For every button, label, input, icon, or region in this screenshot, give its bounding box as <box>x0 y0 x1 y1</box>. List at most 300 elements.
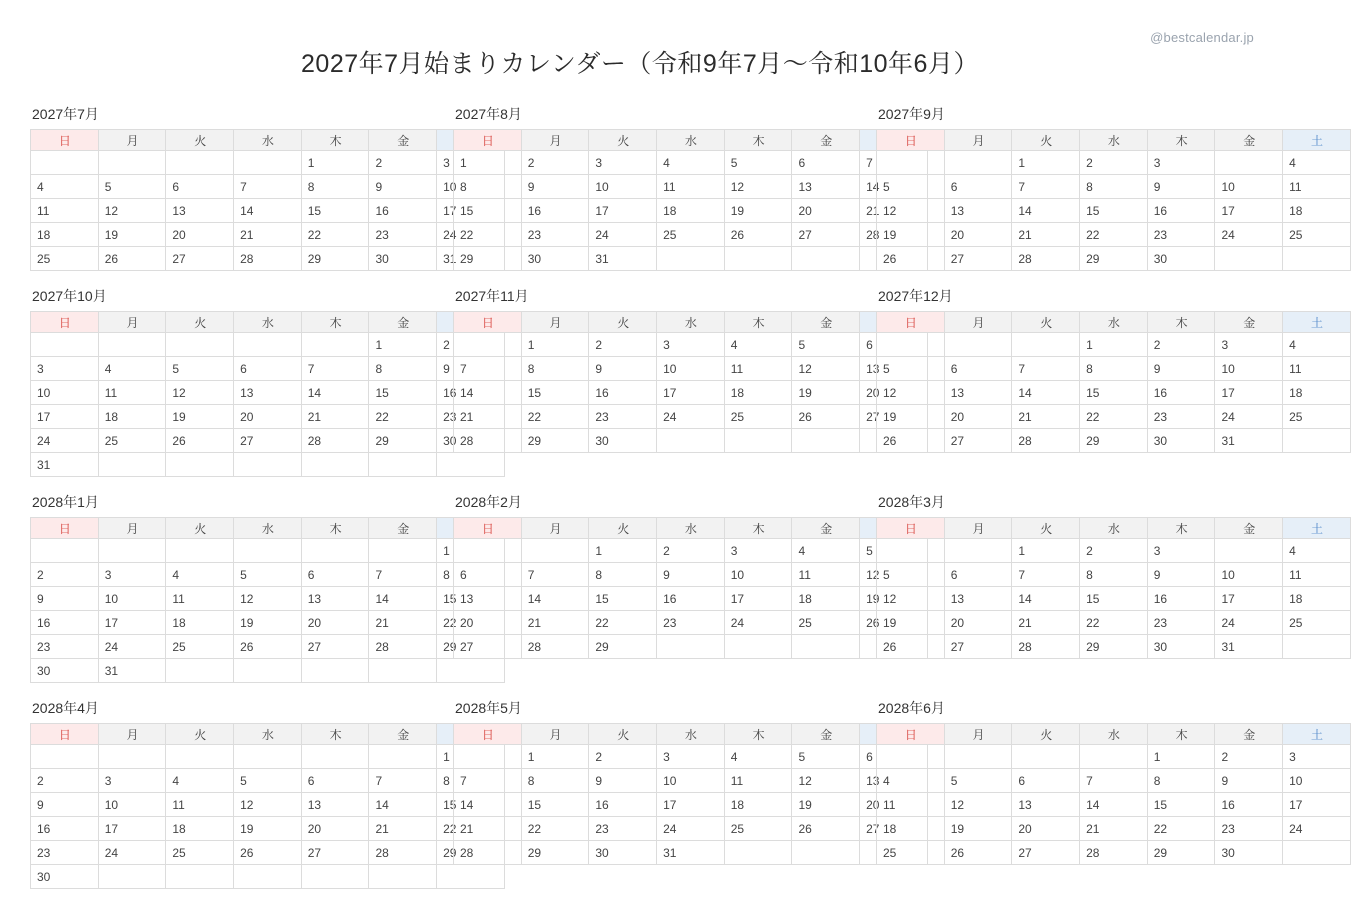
day-cell[interactable]: 9 <box>437 357 505 381</box>
day-cell[interactable]: 4 <box>724 333 792 357</box>
day-cell[interactable]: 18 <box>1283 381 1351 405</box>
day-cell[interactable]: 23 <box>589 817 657 841</box>
day-cell[interactable]: 18 <box>1283 587 1351 611</box>
day-cell[interactable]: 30 <box>31 865 99 889</box>
day-cell[interactable]: 17 <box>589 199 657 223</box>
day-cell[interactable]: 16 <box>657 587 725 611</box>
day-cell[interactable]: 14 <box>301 381 369 405</box>
day-cell[interactable]: 6 <box>792 151 860 175</box>
day-cell[interactable]: 20 <box>944 611 1012 635</box>
day-cell[interactable]: 25 <box>31 247 99 271</box>
day-cell[interactable]: 21 <box>454 817 522 841</box>
day-cell[interactable]: 9 <box>1147 175 1215 199</box>
day-cell[interactable]: 10 <box>437 175 505 199</box>
day-cell[interactable]: 3 <box>589 151 657 175</box>
day-cell[interactable]: 29 <box>437 841 505 865</box>
day-cell[interactable]: 20 <box>944 223 1012 247</box>
day-cell[interactable]: 14 <box>1012 199 1080 223</box>
day-cell[interactable]: 19 <box>234 817 302 841</box>
day-cell[interactable]: 17 <box>1215 199 1283 223</box>
day-cell[interactable]: 11 <box>877 793 945 817</box>
day-cell[interactable]: 21 <box>521 611 589 635</box>
day-cell[interactable]: 13 <box>234 381 302 405</box>
day-cell[interactable]: 12 <box>792 769 860 793</box>
day-cell[interactable]: 28 <box>301 429 369 453</box>
day-cell[interactable]: 15 <box>369 381 437 405</box>
day-cell[interactable]: 19 <box>877 223 945 247</box>
day-cell[interactable]: 1 <box>1012 539 1080 563</box>
day-cell[interactable]: 4 <box>1283 151 1351 175</box>
day-cell[interactable]: 31 <box>1215 429 1283 453</box>
day-cell[interactable]: 19 <box>877 611 945 635</box>
day-cell[interactable]: 28 <box>234 247 302 271</box>
day-cell[interactable]: 24 <box>1283 817 1351 841</box>
day-cell[interactable]: 31 <box>437 247 505 271</box>
day-cell[interactable]: 16 <box>31 611 99 635</box>
day-cell[interactable]: 16 <box>521 199 589 223</box>
day-cell[interactable]: 1 <box>521 333 589 357</box>
day-cell[interactable]: 13 <box>944 381 1012 405</box>
day-cell[interactable]: 30 <box>1215 841 1283 865</box>
day-cell[interactable]: 14 <box>369 587 437 611</box>
day-cell[interactable]: 2 <box>589 745 657 769</box>
day-cell[interactable]: 2 <box>1147 333 1215 357</box>
day-cell[interactable]: 29 <box>589 635 657 659</box>
day-cell[interactable]: 25 <box>166 635 234 659</box>
day-cell[interactable]: 26 <box>234 635 302 659</box>
day-cell[interactable]: 31 <box>1215 635 1283 659</box>
day-cell[interactable]: 25 <box>724 405 792 429</box>
day-cell[interactable]: 23 <box>657 611 725 635</box>
day-cell[interactable]: 27 <box>301 635 369 659</box>
day-cell[interactable]: 24 <box>98 841 166 865</box>
day-cell[interactable]: 4 <box>724 745 792 769</box>
day-cell[interactable]: 13 <box>301 793 369 817</box>
day-cell[interactable]: 13 <box>792 175 860 199</box>
day-cell[interactable]: 16 <box>369 199 437 223</box>
day-cell[interactable]: 31 <box>31 453 99 477</box>
day-cell[interactable]: 20 <box>454 611 522 635</box>
day-cell[interactable]: 18 <box>1283 199 1351 223</box>
day-cell[interactable]: 31 <box>657 841 725 865</box>
day-cell[interactable]: 8 <box>301 175 369 199</box>
day-cell[interactable]: 24 <box>1215 223 1283 247</box>
day-cell[interactable]: 9 <box>31 587 99 611</box>
day-cell[interactable]: 1 <box>437 745 505 769</box>
day-cell[interactable]: 26 <box>166 429 234 453</box>
day-cell[interactable]: 20 <box>234 405 302 429</box>
day-cell[interactable]: 5 <box>877 357 945 381</box>
day-cell[interactable]: 6 <box>454 563 522 587</box>
day-cell[interactable]: 18 <box>877 817 945 841</box>
day-cell[interactable]: 20 <box>1012 817 1080 841</box>
day-cell[interactable]: 19 <box>98 223 166 247</box>
day-cell[interactable]: 7 <box>1012 357 1080 381</box>
day-cell[interactable]: 16 <box>1147 381 1215 405</box>
day-cell[interactable]: 15 <box>589 587 657 611</box>
day-cell[interactable]: 13 <box>1012 793 1080 817</box>
day-cell[interactable]: 29 <box>301 247 369 271</box>
day-cell[interactable]: 29 <box>521 429 589 453</box>
day-cell[interactable]: 17 <box>1283 793 1351 817</box>
day-cell[interactable]: 21 <box>369 611 437 635</box>
day-cell[interactable]: 22 <box>369 405 437 429</box>
day-cell[interactable]: 8 <box>521 769 589 793</box>
day-cell[interactable]: 13 <box>301 587 369 611</box>
day-cell[interactable]: 11 <box>1283 357 1351 381</box>
day-cell[interactable]: 17 <box>1215 381 1283 405</box>
day-cell[interactable]: 20 <box>860 793 928 817</box>
day-cell[interactable]: 12 <box>877 381 945 405</box>
day-cell[interactable]: 29 <box>369 429 437 453</box>
day-cell[interactable]: 16 <box>437 381 505 405</box>
day-cell[interactable]: 29 <box>521 841 589 865</box>
day-cell[interactable]: 22 <box>301 223 369 247</box>
day-cell[interactable]: 12 <box>877 587 945 611</box>
day-cell[interactable]: 5 <box>944 769 1012 793</box>
day-cell[interactable]: 24 <box>589 223 657 247</box>
day-cell[interactable]: 6 <box>944 175 1012 199</box>
day-cell[interactable]: 1 <box>454 151 522 175</box>
day-cell[interactable]: 19 <box>877 405 945 429</box>
day-cell[interactable]: 12 <box>724 175 792 199</box>
day-cell[interactable]: 30 <box>31 659 99 683</box>
day-cell[interactable]: 28 <box>1012 429 1080 453</box>
day-cell[interactable]: 17 <box>31 405 99 429</box>
day-cell[interactable]: 4 <box>792 539 860 563</box>
day-cell[interactable]: 28 <box>1012 635 1080 659</box>
day-cell[interactable]: 1 <box>589 539 657 563</box>
day-cell[interactable]: 27 <box>301 841 369 865</box>
day-cell[interactable]: 8 <box>437 769 505 793</box>
day-cell[interactable]: 2 <box>1080 539 1148 563</box>
day-cell[interactable]: 20 <box>944 405 1012 429</box>
day-cell[interactable]: 10 <box>98 793 166 817</box>
day-cell[interactable]: 13 <box>860 769 928 793</box>
day-cell[interactable]: 24 <box>657 405 725 429</box>
day-cell[interactable]: 28 <box>521 635 589 659</box>
day-cell[interactable]: 10 <box>1215 175 1283 199</box>
day-cell[interactable]: 7 <box>860 151 928 175</box>
day-cell[interactable]: 7 <box>301 357 369 381</box>
day-cell[interactable]: 19 <box>792 793 860 817</box>
day-cell[interactable]: 8 <box>1080 357 1148 381</box>
day-cell[interactable]: 6 <box>860 333 928 357</box>
day-cell[interactable]: 21 <box>1012 405 1080 429</box>
day-cell[interactable]: 25 <box>1283 223 1351 247</box>
day-cell[interactable]: 9 <box>31 793 99 817</box>
day-cell[interactable]: 27 <box>792 223 860 247</box>
day-cell[interactable]: 25 <box>1283 405 1351 429</box>
day-cell[interactable]: 11 <box>166 587 234 611</box>
day-cell[interactable]: 19 <box>944 817 1012 841</box>
day-cell[interactable]: 22 <box>1080 405 1148 429</box>
day-cell[interactable]: 6 <box>1012 769 1080 793</box>
day-cell[interactable]: 28 <box>860 223 928 247</box>
day-cell[interactable]: 29 <box>1080 635 1148 659</box>
day-cell[interactable]: 23 <box>1215 817 1283 841</box>
day-cell[interactable]: 18 <box>724 793 792 817</box>
day-cell[interactable]: 21 <box>369 817 437 841</box>
day-cell[interactable]: 3 <box>1147 151 1215 175</box>
day-cell[interactable]: 15 <box>1147 793 1215 817</box>
day-cell[interactable]: 14 <box>860 175 928 199</box>
day-cell[interactable]: 23 <box>437 405 505 429</box>
day-cell[interactable]: 7 <box>454 357 522 381</box>
day-cell[interactable]: 25 <box>724 817 792 841</box>
day-cell[interactable]: 22 <box>1147 817 1215 841</box>
day-cell[interactable]: 2 <box>589 333 657 357</box>
day-cell[interactable]: 8 <box>1080 563 1148 587</box>
day-cell[interactable]: 14 <box>454 381 522 405</box>
day-cell[interactable]: 19 <box>860 587 928 611</box>
day-cell[interactable]: 11 <box>31 199 99 223</box>
day-cell[interactable]: 10 <box>31 381 99 405</box>
day-cell[interactable]: 21 <box>1012 611 1080 635</box>
day-cell[interactable]: 5 <box>166 357 234 381</box>
day-cell[interactable]: 15 <box>454 199 522 223</box>
day-cell[interactable]: 30 <box>1147 635 1215 659</box>
day-cell[interactable]: 14 <box>1080 793 1148 817</box>
day-cell[interactable]: 22 <box>437 817 505 841</box>
day-cell[interactable]: 24 <box>437 223 505 247</box>
day-cell[interactable]: 1 <box>521 745 589 769</box>
day-cell[interactable]: 31 <box>98 659 166 683</box>
day-cell[interactable]: 25 <box>166 841 234 865</box>
day-cell[interactable]: 8 <box>521 357 589 381</box>
day-cell[interactable]: 30 <box>589 429 657 453</box>
day-cell[interactable]: 3 <box>1147 539 1215 563</box>
day-cell[interactable]: 4 <box>657 151 725 175</box>
day-cell[interactable]: 4 <box>1283 333 1351 357</box>
day-cell[interactable]: 15 <box>301 199 369 223</box>
day-cell[interactable]: 12 <box>860 563 928 587</box>
day-cell[interactable]: 6 <box>301 769 369 793</box>
day-cell[interactable]: 11 <box>724 357 792 381</box>
day-cell[interactable]: 14 <box>234 199 302 223</box>
day-cell[interactable]: 1 <box>1080 333 1148 357</box>
day-cell[interactable]: 15 <box>1080 199 1148 223</box>
day-cell[interactable]: 18 <box>166 817 234 841</box>
day-cell[interactable]: 24 <box>1215 611 1283 635</box>
day-cell[interactable]: 23 <box>31 635 99 659</box>
day-cell[interactable]: 2 <box>1080 151 1148 175</box>
day-cell[interactable]: 10 <box>657 769 725 793</box>
day-cell[interactable]: 15 <box>1080 587 1148 611</box>
day-cell[interactable]: 27 <box>860 405 928 429</box>
day-cell[interactable]: 17 <box>437 199 505 223</box>
day-cell[interactable]: 12 <box>877 199 945 223</box>
day-cell[interactable]: 27 <box>234 429 302 453</box>
day-cell[interactable]: 26 <box>860 611 928 635</box>
day-cell[interactable]: 3 <box>31 357 99 381</box>
day-cell[interactable]: 9 <box>589 769 657 793</box>
day-cell[interactable]: 9 <box>1215 769 1283 793</box>
day-cell[interactable]: 10 <box>98 587 166 611</box>
day-cell[interactable]: 30 <box>369 247 437 271</box>
day-cell[interactable]: 13 <box>944 587 1012 611</box>
day-cell[interactable]: 18 <box>792 587 860 611</box>
day-cell[interactable]: 11 <box>657 175 725 199</box>
day-cell[interactable]: 27 <box>1012 841 1080 865</box>
day-cell[interactable]: 2 <box>657 539 725 563</box>
day-cell[interactable]: 7 <box>1012 563 1080 587</box>
day-cell[interactable]: 7 <box>234 175 302 199</box>
day-cell[interactable]: 12 <box>166 381 234 405</box>
day-cell[interactable]: 11 <box>792 563 860 587</box>
day-cell[interactable]: 17 <box>1215 587 1283 611</box>
day-cell[interactable]: 20 <box>792 199 860 223</box>
day-cell[interactable]: 9 <box>1147 357 1215 381</box>
day-cell[interactable]: 16 <box>1215 793 1283 817</box>
day-cell[interactable]: 28 <box>369 635 437 659</box>
day-cell[interactable]: 5 <box>98 175 166 199</box>
day-cell[interactable]: 13 <box>944 199 1012 223</box>
day-cell[interactable]: 2 <box>521 151 589 175</box>
day-cell[interactable]: 21 <box>860 199 928 223</box>
day-cell[interactable]: 9 <box>657 563 725 587</box>
day-cell[interactable]: 16 <box>589 381 657 405</box>
day-cell[interactable]: 6 <box>860 745 928 769</box>
day-cell[interactable]: 2 <box>31 769 99 793</box>
day-cell[interactable]: 3 <box>724 539 792 563</box>
day-cell[interactable]: 26 <box>877 429 945 453</box>
day-cell[interactable]: 10 <box>657 357 725 381</box>
day-cell[interactable]: 24 <box>724 611 792 635</box>
day-cell[interactable]: 14 <box>369 793 437 817</box>
day-cell[interactable]: 4 <box>166 769 234 793</box>
day-cell[interactable]: 1 <box>369 333 437 357</box>
day-cell[interactable]: 13 <box>166 199 234 223</box>
day-cell[interactable]: 4 <box>98 357 166 381</box>
day-cell[interactable]: 27 <box>944 429 1012 453</box>
day-cell[interactable]: 17 <box>657 793 725 817</box>
day-cell[interactable]: 29 <box>1080 429 1148 453</box>
day-cell[interactable]: 2 <box>437 333 505 357</box>
day-cell[interactable]: 12 <box>234 587 302 611</box>
day-cell[interactable]: 11 <box>1283 563 1351 587</box>
day-cell[interactable]: 25 <box>1283 611 1351 635</box>
day-cell[interactable]: 25 <box>792 611 860 635</box>
day-cell[interactable]: 25 <box>657 223 725 247</box>
day-cell[interactable]: 24 <box>1215 405 1283 429</box>
day-cell[interactable]: 23 <box>31 841 99 865</box>
day-cell[interactable]: 17 <box>657 381 725 405</box>
day-cell[interactable]: 26 <box>877 635 945 659</box>
day-cell[interactable]: 8 <box>369 357 437 381</box>
day-cell[interactable]: 18 <box>98 405 166 429</box>
day-cell[interactable]: 13 <box>454 587 522 611</box>
day-cell[interactable]: 14 <box>1012 587 1080 611</box>
day-cell[interactable]: 8 <box>454 175 522 199</box>
day-cell[interactable]: 15 <box>1080 381 1148 405</box>
day-cell[interactable]: 5 <box>877 563 945 587</box>
day-cell[interactable]: 6 <box>944 563 1012 587</box>
day-cell[interactable]: 2 <box>1215 745 1283 769</box>
day-cell[interactable]: 26 <box>877 247 945 271</box>
day-cell[interactable]: 7 <box>1080 769 1148 793</box>
day-cell[interactable]: 29 <box>1080 247 1148 271</box>
day-cell[interactable]: 26 <box>724 223 792 247</box>
day-cell[interactable]: 2 <box>31 563 99 587</box>
day-cell[interactable]: 24 <box>98 635 166 659</box>
day-cell[interactable]: 22 <box>1080 611 1148 635</box>
day-cell[interactable]: 7 <box>521 563 589 587</box>
day-cell[interactable]: 23 <box>1147 223 1215 247</box>
day-cell[interactable]: 3 <box>98 769 166 793</box>
day-cell[interactable]: 31 <box>589 247 657 271</box>
day-cell[interactable]: 9 <box>589 357 657 381</box>
day-cell[interactable]: 18 <box>724 381 792 405</box>
day-cell[interactable]: 6 <box>166 175 234 199</box>
day-cell[interactable]: 14 <box>1012 381 1080 405</box>
day-cell[interactable]: 11 <box>166 793 234 817</box>
day-cell[interactable]: 24 <box>31 429 99 453</box>
day-cell[interactable]: 11 <box>1283 175 1351 199</box>
day-cell[interactable]: 22 <box>521 405 589 429</box>
day-cell[interactable]: 3 <box>98 563 166 587</box>
day-cell[interactable]: 8 <box>1080 175 1148 199</box>
day-cell[interactable]: 7 <box>1012 175 1080 199</box>
day-cell[interactable]: 19 <box>166 405 234 429</box>
day-cell[interactable]: 26 <box>944 841 1012 865</box>
day-cell[interactable]: 10 <box>589 175 657 199</box>
day-cell[interactable]: 30 <box>1147 247 1215 271</box>
day-cell[interactable]: 28 <box>454 429 522 453</box>
day-cell[interactable]: 14 <box>454 793 522 817</box>
day-cell[interactable]: 23 <box>521 223 589 247</box>
day-cell[interactable]: 23 <box>1147 611 1215 635</box>
day-cell[interactable]: 21 <box>301 405 369 429</box>
day-cell[interactable]: 23 <box>589 405 657 429</box>
day-cell[interactable]: 16 <box>1147 199 1215 223</box>
day-cell[interactable]: 16 <box>1147 587 1215 611</box>
day-cell[interactable]: 22 <box>521 817 589 841</box>
day-cell[interactable]: 15 <box>437 793 505 817</box>
day-cell[interactable]: 27 <box>166 247 234 271</box>
day-cell[interactable]: 17 <box>98 817 166 841</box>
day-cell[interactable]: 27 <box>860 817 928 841</box>
day-cell[interactable]: 22 <box>437 611 505 635</box>
day-cell[interactable]: 4 <box>31 175 99 199</box>
day-cell[interactable]: 27 <box>454 635 522 659</box>
day-cell[interactable]: 11 <box>98 381 166 405</box>
day-cell[interactable]: 7 <box>369 769 437 793</box>
day-cell[interactable]: 30 <box>437 429 505 453</box>
day-cell[interactable]: 7 <box>454 769 522 793</box>
day-cell[interactable]: 25 <box>877 841 945 865</box>
day-cell[interactable]: 30 <box>1147 429 1215 453</box>
day-cell[interactable]: 18 <box>31 223 99 247</box>
day-cell[interactable]: 4 <box>877 769 945 793</box>
day-cell[interactable]: 10 <box>1283 769 1351 793</box>
day-cell[interactable]: 28 <box>1080 841 1148 865</box>
day-cell[interactable]: 12 <box>944 793 1012 817</box>
day-cell[interactable]: 5 <box>792 333 860 357</box>
day-cell[interactable]: 20 <box>301 611 369 635</box>
day-cell[interactable]: 19 <box>724 199 792 223</box>
day-cell[interactable]: 17 <box>724 587 792 611</box>
day-cell[interactable]: 10 <box>1215 563 1283 587</box>
day-cell[interactable]: 21 <box>1012 223 1080 247</box>
day-cell[interactable]: 1 <box>1147 745 1215 769</box>
day-cell[interactable]: 22 <box>589 611 657 635</box>
day-cell[interactable]: 26 <box>792 405 860 429</box>
day-cell[interactable]: 22 <box>454 223 522 247</box>
day-cell[interactable]: 26 <box>234 841 302 865</box>
day-cell[interactable]: 15 <box>521 793 589 817</box>
day-cell[interactable]: 19 <box>234 611 302 635</box>
